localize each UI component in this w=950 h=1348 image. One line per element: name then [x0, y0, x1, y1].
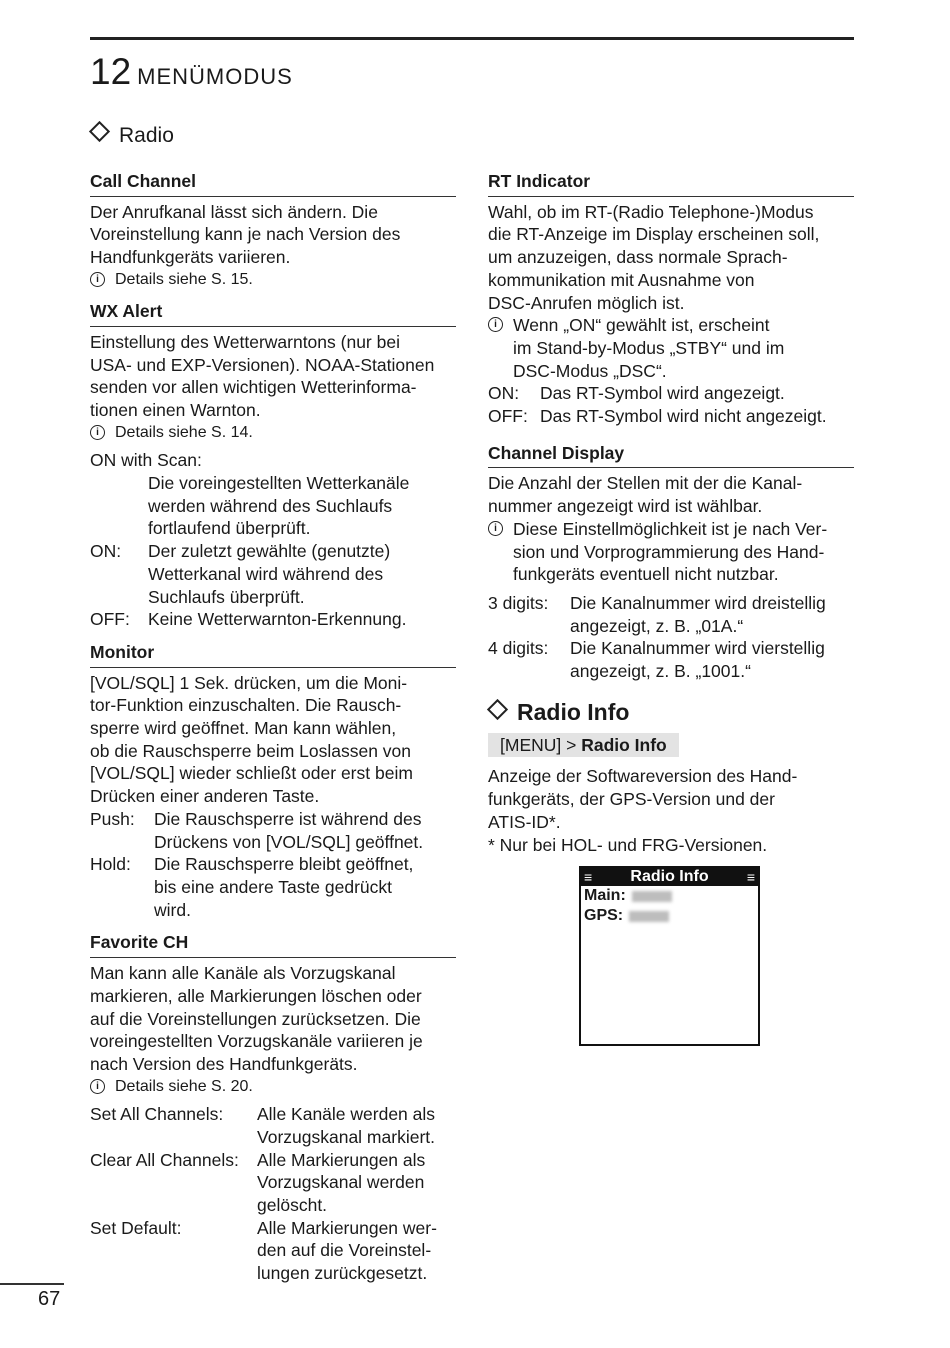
favorite-option-clear-all	[90, 1149, 456, 1217]
info-icon: i	[90, 425, 105, 440]
section-heading	[90, 124, 174, 148]
text-line: um anzuzeigen, dass normale Sprach-	[488, 247, 788, 268]
diamond-icon	[487, 699, 508, 720]
text-line: DSC-Anrufen möglich ist.	[488, 292, 685, 313]
option-key: OFF:	[488, 406, 528, 427]
option-key: 3 digits:	[488, 592, 549, 613]
chapter-number: 12	[90, 51, 132, 92]
option-line: Wetterkanal wird während des	[148, 563, 384, 584]
info-icon: i	[488, 317, 503, 332]
scroll-icon: ≡	[746, 869, 755, 886]
lcd-gps-row	[581, 906, 758, 926]
text-line: auf die Voreinstellungen zurücksetzen. Die	[90, 1008, 421, 1029]
wx-alert-heading: WX Alert	[90, 300, 456, 327]
option-line: wird.	[154, 899, 191, 920]
option-key: 4 digits:	[488, 638, 549, 659]
note-text: Details siehe S. 14.	[115, 423, 253, 441]
option-key: OFF:	[90, 609, 130, 630]
text-line: Man kann alle Kanäle als Vorzugskanal	[90, 963, 396, 984]
text-line: [VOL/SQL] wieder schließt oder erst beim	[90, 763, 413, 784]
option-line: lungen zurückgesetzt.	[257, 1263, 428, 1284]
chapter-title: MENÜMODUS	[137, 64, 293, 89]
option-line: Die voreingestellten Wetterkanäle	[148, 473, 410, 494]
text-line: sperre wird geöffnet. Man kann wählen,	[90, 718, 397, 739]
option-line: Der zuletzt gewählte (genutzte)	[148, 541, 391, 562]
blurred-value	[632, 891, 672, 902]
option-line: den auf die Voreinstel-	[257, 1240, 432, 1261]
text-line: markieren, alle Markierungen löschen oder	[90, 985, 422, 1006]
option-line: Die Kanalnummer wird vierstellig	[570, 638, 825, 659]
channel-display-heading: Channel Display	[488, 442, 854, 469]
channel-display-note	[488, 518, 854, 586]
text-line: die RT-Anzeige im Display erscheinen soll,	[488, 224, 820, 245]
note-line: sion und Vorprogrammierung des Hand-	[513, 541, 825, 562]
call-channel-text	[90, 201, 456, 269]
text-line: tor-Funktion einzuschalten. Die Rausch-	[90, 695, 402, 716]
favorite-ch-text	[90, 962, 456, 1076]
option-line: werden während des Suchlaufs	[148, 495, 393, 516]
option-line: Das RT-Symbol wird angezeigt.	[540, 383, 785, 404]
option-key: Clear All Channels:	[90, 1149, 239, 1170]
note-text: Details siehe S. 15.	[115, 270, 253, 288]
wx-option-on	[90, 540, 456, 608]
info-icon: i	[90, 1079, 105, 1094]
option-line: gelöscht.	[257, 1194, 328, 1215]
option-line: Vorzugskanal markiert.	[257, 1126, 435, 1147]
call-channel-heading: Call Channel	[90, 170, 456, 197]
favorite-option-set-default	[90, 1217, 456, 1285]
scroll-icon: ≡	[584, 869, 593, 886]
rt-indicator-text	[488, 201, 854, 315]
chapter-heading	[90, 50, 293, 99]
section-title: Radio	[119, 124, 174, 147]
rt-option-on	[488, 382, 854, 405]
lcd-screen	[579, 866, 760, 1046]
text-line: * Nur bei HOL- und FRG-Versionen.	[488, 834, 768, 855]
footer-rule	[0, 1283, 64, 1285]
radio-info-title: Radio Info	[517, 698, 630, 725]
wx-alert-note	[90, 422, 456, 444]
option-line: Suchlaufs überprüft.	[148, 586, 305, 607]
left-column	[90, 170, 456, 1285]
text-line: senden vor allen wichtigen Wetterinforma-	[90, 377, 417, 398]
text-line: Voreinstellung kann je nach Version des	[90, 224, 401, 245]
favorite-ch-note	[90, 1076, 456, 1098]
monitor-text	[90, 672, 456, 808]
text-line: Handfunkgeräts variieren.	[90, 247, 291, 268]
text-line: kommunikation mit Ausnahme von	[488, 269, 755, 290]
menu-path-item: Radio Info	[581, 734, 667, 755]
channel-option-3-digits	[488, 592, 854, 637]
page-number: 67	[38, 1288, 61, 1310]
favorite-option-set-all	[90, 1103, 456, 1148]
option-line: Die Rauschsperre ist während des	[154, 808, 422, 829]
option-line: bis eine andere Taste gedrückt	[154, 876, 393, 897]
text-line: voreingestellten Vorzugskanäle variieren je	[90, 1031, 423, 1052]
radio-info-heading	[488, 697, 854, 727]
text-line: Die Anzahl der Stellen mit der die Kanal-	[488, 473, 803, 494]
monitor-option-hold	[90, 853, 456, 921]
rt-indicator-note	[488, 314, 854, 382]
text-line: ob die Rauschsperre beim Loslassen von	[90, 740, 412, 761]
lcd-title-bar	[581, 868, 758, 886]
option-key: ON with Scan:	[90, 450, 202, 471]
text-line: Anzeige der Softwareversion des Hand-	[488, 766, 798, 787]
option-key: Hold:	[90, 854, 131, 875]
option-line: fortlaufend überprüft.	[148, 518, 311, 539]
text-line: Drücken einer anderen Taste.	[90, 786, 320, 807]
channel-display-text	[488, 472, 854, 517]
blurred-value	[629, 911, 669, 922]
text-line: USA- und EXP-Versionen). NOAA-Stationen	[90, 354, 435, 375]
menu-path-prefix: [MENU] >	[500, 734, 582, 755]
option-line: Die Rauschsperre bleibt geöffnet,	[154, 854, 414, 875]
text-line: nach Version des Handfunkgeräts.	[90, 1053, 358, 1074]
text-line: nummer angezeigt wird ist wählbar.	[488, 496, 763, 517]
text-line: ATIS-ID*.	[488, 811, 561, 832]
option-line: Keine Wetterwarnton-Erkennung.	[148, 609, 407, 630]
note-line: Wenn „ON“ gewählt ist, erscheint	[513, 315, 770, 336]
option-line: angezeigt, z. B. „01A.“	[570, 615, 744, 636]
text-line: tionen einen Warnton.	[90, 400, 261, 421]
option-line: Das RT-Symbol wird nicht angezeigt.	[540, 406, 827, 427]
option-key: Set All Channels:	[90, 1104, 224, 1125]
note-line: Diese Einstellmöglichkeit ist je nach Ver-	[513, 518, 828, 539]
note-line: funkgeräts eventuell nicht nutzbar.	[513, 564, 779, 585]
lcd-title: Radio Info	[630, 868, 709, 886]
radio-info-text	[488, 765, 854, 856]
wx-option-off	[90, 608, 456, 631]
option-key: Set Default:	[90, 1217, 182, 1238]
note-line: DSC-Modus „DSC“.	[513, 360, 667, 381]
text-line: [VOL/SQL] 1 Sek. drücken, um die Moni-	[90, 672, 408, 693]
info-icon: i	[488, 521, 503, 536]
diamond-icon	[89, 121, 110, 142]
lcd-gps-label: GPS:	[584, 907, 624, 925]
monitor-option-push	[90, 808, 456, 853]
lcd-main-label: Main:	[584, 887, 626, 905]
call-channel-note	[90, 269, 456, 291]
monitor-heading: Monitor	[90, 641, 456, 668]
text-line: Einstellung des Wetterwarntons (nur bei	[90, 332, 400, 353]
top-rule	[90, 37, 854, 40]
option-line: Alle Markierungen als	[257, 1149, 426, 1170]
option-line: Alle Kanäle werden als	[257, 1104, 436, 1125]
note-text: Details siehe S. 20.	[115, 1077, 253, 1095]
option-line: Alle Markierungen wer-	[257, 1217, 437, 1238]
option-key: ON:	[90, 541, 122, 562]
info-icon: i	[90, 272, 105, 287]
option-line: Drückens von [VOL/SQL] geöffnet.	[154, 831, 424, 852]
rt-option-off	[488, 405, 854, 428]
text-line: funkgeräts, der GPS-Version und der	[488, 789, 775, 810]
channel-option-4-digits	[488, 637, 854, 682]
text-line: Wahl, ob im RT-(Radio Telephone-)Modus	[488, 201, 814, 222]
note-line: im Stand-by-Modus „STBY“ und im	[513, 337, 785, 358]
right-column	[488, 170, 854, 1046]
option-line: Die Kanalnummer wird dreistellig	[570, 592, 826, 613]
option-key: ON:	[488, 383, 520, 404]
lcd-main-row	[581, 886, 758, 906]
wx-option-on-with-scan	[90, 449, 456, 540]
menu-path	[488, 733, 679, 758]
option-line: Vorzugskanal werden	[257, 1172, 425, 1193]
wx-alert-text	[90, 331, 456, 422]
option-key: Push:	[90, 808, 135, 829]
option-line: angezeigt, z. B. „1001.“	[570, 661, 751, 682]
favorite-ch-heading: Favorite CH	[90, 931, 456, 958]
rt-indicator-heading: RT Indicator	[488, 170, 854, 197]
text-line: Der Anrufkanal lässt sich ändern. Die	[90, 201, 378, 222]
